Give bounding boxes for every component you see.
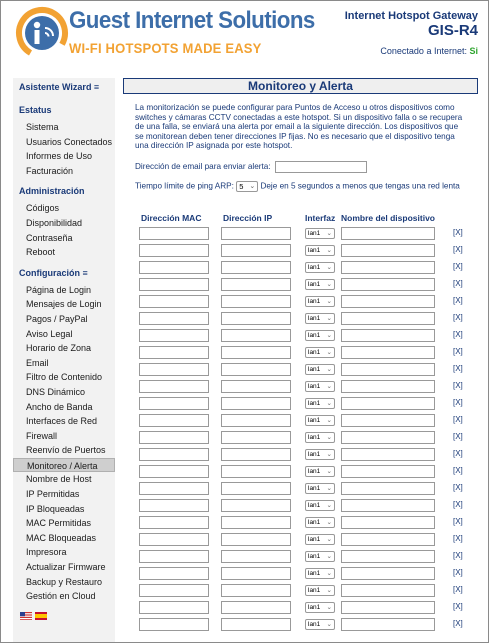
- sidebar-item[interactable]: Usuarios Conectados: [26, 136, 113, 147]
- interface-select[interactable]: [305, 568, 335, 579]
- delete-row-button[interactable]: [X]: [453, 551, 463, 560]
- device-name-input[interactable]: [341, 533, 435, 546]
- mac-address-input[interactable]: [139, 261, 209, 274]
- table-row: [139, 618, 475, 631]
- mac-address-input[interactable]: [139, 414, 209, 427]
- interface-value: lan1: [308, 451, 321, 458]
- table-row: [139, 414, 475, 427]
- main-content: [123, 78, 478, 192]
- table-row: [139, 465, 475, 478]
- chevron-down-icon: ⌄: [326, 451, 332, 458]
- table-row: [139, 567, 475, 580]
- chevron-down-icon: ⌄: [326, 553, 332, 560]
- delete-row-button[interactable]: [X]: [453, 483, 463, 492]
- chevron-down-icon: ⌄: [326, 400, 332, 407]
- device-name-input[interactable]: [341, 346, 435, 359]
- chevron-down-icon: ⌄: [326, 485, 332, 492]
- interface-select[interactable]: [305, 330, 335, 341]
- interface-select[interactable]: [305, 585, 335, 596]
- delete-row-button[interactable]: [X]: [453, 279, 463, 288]
- ping-timeout-select[interactable]: [236, 181, 258, 192]
- sidebar-heading[interactable]: Configuración ≡: [13, 264, 115, 283]
- ping-note: Deje en 5 segundos a menos que tengas una red lenta: [260, 181, 460, 191]
- mac-address-input[interactable]: [139, 499, 209, 512]
- interface-value: lan1: [308, 383, 321, 390]
- ping-label: Tiempo límite de ping ARP:: [135, 181, 234, 191]
- device-name-input[interactable]: [341, 601, 435, 614]
- intro-text: La monitorización se puede configurar para Puntos de Acceso u otros dispositivos como switches y cámaras CCTV conectadas a este hotspot. Si un dispositivo falla o se recupera de una falla, se enviará una alerta por email a la siguiente dirección. Los dispositivos que se monitorean deben tener direcciones IP fijas. No es necesario que el dispositivo tenga una dirección IP asignada por este hotspot.: [135, 103, 463, 151]
- delete-row-button[interactable]: [X]: [453, 262, 463, 271]
- interface-value: lan1: [308, 468, 321, 475]
- table-row: [139, 295, 475, 308]
- device-name-input[interactable]: [341, 380, 435, 393]
- interface-value: lan1: [308, 315, 321, 322]
- device-name-input[interactable]: [341, 465, 435, 478]
- interface-select[interactable]: [305, 517, 335, 528]
- device-name-input[interactable]: [341, 244, 435, 257]
- sidebar-item[interactable]: Informes de Uso: [26, 151, 93, 162]
- delete-row-button[interactable]: [X]: [453, 619, 463, 628]
- chevron-down-icon: ⌄: [326, 349, 332, 356]
- table-row: [139, 380, 475, 393]
- mac-address-input[interactable]: [139, 584, 209, 597]
- ping-timeout-value: 5: [239, 181, 244, 191]
- table-row: [139, 278, 475, 291]
- mac-address-input[interactable]: [139, 295, 209, 308]
- device-name-input[interactable]: [341, 414, 435, 427]
- interface-value: lan1: [308, 536, 321, 543]
- interface-value: lan1: [308, 247, 321, 254]
- language-flags: [13, 608, 115, 620]
- ip-address-input[interactable]: [221, 397, 291, 410]
- interface-value: lan1: [308, 298, 321, 305]
- interface-select[interactable]: [305, 381, 335, 392]
- table-row: [139, 584, 475, 597]
- device-name-input[interactable]: [341, 227, 435, 240]
- sidebar-heading: Estatus: [13, 101, 115, 120]
- interface-select[interactable]: [305, 347, 335, 358]
- ip-address-input[interactable]: [221, 533, 291, 546]
- column-header-ip: Dirección IP: [223, 213, 273, 223]
- interface-value: lan1: [308, 553, 321, 560]
- ip-address-input[interactable]: [221, 618, 291, 631]
- ip-address-input[interactable]: [221, 431, 291, 444]
- chevron-down-icon: ⌄: [326, 519, 332, 526]
- interface-value: lan1: [308, 417, 321, 424]
- table-row: [139, 516, 475, 529]
- delete-row-button[interactable]: [X]: [453, 296, 463, 305]
- table-row: [139, 346, 475, 359]
- email-input[interactable]: [275, 161, 367, 173]
- delete-row-button[interactable]: [X]: [453, 432, 463, 441]
- delete-row-button[interactable]: [X]: [453, 466, 463, 475]
- interface-select[interactable]: [305, 296, 335, 307]
- delete-row-button[interactable]: [X]: [453, 228, 463, 237]
- ip-address-input[interactable]: [221, 516, 291, 529]
- device-name-input[interactable]: [341, 618, 435, 631]
- device-name-input[interactable]: [341, 295, 435, 308]
- interface-select[interactable]: [305, 619, 335, 630]
- sidebar-item[interactable]: Facturación: [26, 165, 74, 176]
- ip-address-input[interactable]: [221, 601, 291, 614]
- delete-row-button[interactable]: [X]: [453, 347, 463, 356]
- delete-row-button[interactable]: [X]: [453, 500, 463, 509]
- table-row: [139, 533, 475, 546]
- mac-address-input[interactable]: [139, 516, 209, 529]
- sidebar-item[interactable]: MAC Permitidas: [26, 518, 92, 529]
- ip-address-input[interactable]: [221, 227, 291, 240]
- chevron-down-icon: ⌄: [326, 298, 332, 305]
- chevron-down-icon: ⌄: [326, 281, 332, 288]
- mac-address-input[interactable]: [139, 618, 209, 631]
- table-row: [139, 261, 475, 274]
- interface-value: lan1: [308, 366, 321, 373]
- chevron-down-icon: ⌄: [326, 468, 332, 475]
- delete-row-button[interactable]: [X]: [453, 398, 463, 407]
- chevron-down-icon: ⌄: [326, 604, 332, 611]
- ip-address-input[interactable]: [221, 499, 291, 512]
- sidebar-heading[interactable]: Asistente Wizard ≡: [13, 78, 115, 97]
- sidebar-item[interactable]: Impresora: [26, 547, 67, 558]
- column-header-device-name: Nombre del dispositivo: [341, 213, 435, 223]
- column-header-interface: Interfaz: [305, 213, 336, 223]
- interface-value: lan1: [308, 332, 321, 339]
- mac-address-input[interactable]: [139, 227, 209, 240]
- device-name-input[interactable]: [341, 329, 435, 342]
- interface-value: lan1: [308, 434, 321, 441]
- device-name-input[interactable]: [341, 278, 435, 291]
- email-label: Dirección de email para enviar alerta:: [135, 162, 271, 172]
- table-row: [139, 363, 475, 376]
- mac-address-input[interactable]: [139, 550, 209, 563]
- device-name-input[interactable]: [341, 482, 435, 495]
- delete-row-button[interactable]: [X]: [453, 330, 463, 339]
- interface-value: lan1: [308, 570, 321, 577]
- sidebar: [13, 78, 115, 643]
- mac-address-input[interactable]: [139, 380, 209, 393]
- sidebar-item[interactable]: DNS Dinámico: [26, 386, 86, 397]
- mac-address-input[interactable]: [139, 601, 209, 614]
- interface-value: lan1: [308, 587, 321, 594]
- sidebar-item[interactable]: Reboot: [26, 247, 56, 258]
- delete-row-button[interactable]: [X]: [453, 585, 463, 594]
- interface-value: lan1: [308, 264, 321, 271]
- sidebar-item[interactable]: Firewall: [26, 430, 58, 441]
- sidebar-item[interactable]: Actualizar Firmware: [26, 562, 106, 573]
- interface-select[interactable]: [305, 466, 335, 477]
- chevron-down-icon: ⌄: [326, 434, 332, 441]
- mac-address-input[interactable]: [139, 431, 209, 444]
- interface-value: lan1: [308, 502, 321, 509]
- sidebar-item[interactable]: MAC Bloqueadas: [26, 532, 97, 543]
- chevron-down-icon: ⌄: [326, 264, 332, 271]
- sidebar-item[interactable]: Backup y Restauro: [26, 576, 103, 587]
- ip-address-input[interactable]: [221, 329, 291, 342]
- brand-name: Guest Internet Solutions: [69, 7, 315, 34]
- device-name-input[interactable]: [341, 516, 435, 529]
- table-row: [139, 312, 475, 325]
- chevron-down-icon: ⌄: [326, 502, 332, 509]
- chevron-down-icon: ⌄: [326, 247, 332, 254]
- sidebar-item[interactable]: Sistema: [26, 122, 59, 132]
- mac-address-input[interactable]: [139, 465, 209, 478]
- sidebar-item[interactable]: Códigos: [26, 203, 60, 214]
- ip-address-input[interactable]: [221, 414, 291, 427]
- mac-address-input[interactable]: [139, 278, 209, 291]
- device-name-input[interactable]: [341, 431, 435, 444]
- table-row: [139, 244, 475, 257]
- ping-row: [135, 181, 466, 192]
- delete-row-button[interactable]: [X]: [453, 568, 463, 577]
- device-name-input[interactable]: [341, 567, 435, 580]
- ip-address-input[interactable]: [221, 567, 291, 580]
- chevron-down-icon: ⌄: [326, 570, 332, 577]
- interface-value: lan1: [308, 519, 321, 526]
- chevron-down-icon: ⌄: [326, 621, 332, 628]
- chevron-down-icon: ⌄: [326, 417, 332, 424]
- interface-value: lan1: [308, 485, 321, 492]
- interface-select[interactable]: [305, 551, 335, 562]
- internet-status-label: Conectado a Internet:: [380, 46, 467, 56]
- ip-address-input[interactable]: [221, 244, 291, 257]
- sidebar-item[interactable]: Email: [26, 357, 49, 368]
- table-row: [139, 329, 475, 342]
- mac-address-input[interactable]: [139, 363, 209, 376]
- ip-address-input[interactable]: [221, 363, 291, 376]
- table-row: [139, 448, 475, 461]
- chevron-down-icon: ⌄: [326, 366, 332, 373]
- chevron-down-icon: ⌄: [326, 383, 332, 390]
- ip-address-input[interactable]: [221, 482, 291, 495]
- delete-row-button[interactable]: [X]: [453, 449, 463, 458]
- interface-value: lan1: [308, 349, 321, 356]
- interface-select[interactable]: [305, 500, 335, 511]
- table-row: [139, 397, 475, 410]
- page-title: Monitoreo y Alerta: [123, 78, 478, 94]
- delete-row-button[interactable]: [X]: [453, 245, 463, 254]
- interface-value: lan1: [308, 230, 321, 237]
- chevron-down-icon: ⌄: [326, 332, 332, 339]
- mac-address-input[interactable]: [139, 312, 209, 325]
- interface-select[interactable]: [305, 534, 335, 545]
- sidebar-item[interactable]: Contraseña: [26, 232, 73, 243]
- device-name-input[interactable]: [341, 448, 435, 461]
- interface-value: lan1: [308, 400, 321, 407]
- device-name-input[interactable]: [341, 499, 435, 512]
- interface-value: lan1: [308, 604, 321, 611]
- brand-tagline: WI-FI HOTSPOTS MADE EASY: [69, 40, 262, 56]
- mac-address-input[interactable]: [139, 567, 209, 580]
- device-name-input[interactable]: [341, 550, 435, 563]
- delete-row-button[interactable]: [X]: [453, 381, 463, 390]
- email-row: [135, 161, 466, 173]
- chevron-down-icon: ⌄: [326, 587, 332, 594]
- ip-address-input[interactable]: [221, 312, 291, 325]
- device-name-input[interactable]: [341, 261, 435, 274]
- interface-value: lan1: [308, 281, 321, 288]
- header: [1, 1, 488, 69]
- table-row: [139, 499, 475, 512]
- mac-address-input[interactable]: [139, 448, 209, 461]
- interface-select[interactable]: [305, 432, 335, 443]
- interface-select[interactable]: [305, 262, 335, 273]
- interface-select[interactable]: [305, 602, 335, 613]
- sidebar-item[interactable]: Horario de Zona: [26, 343, 92, 354]
- delete-row-button[interactable]: [X]: [453, 415, 463, 424]
- ip-address-input[interactable]: [221, 346, 291, 359]
- ip-address-input[interactable]: [221, 278, 291, 291]
- ip-address-input[interactable]: [221, 380, 291, 393]
- table-row: [139, 550, 475, 563]
- table-row: [139, 431, 475, 444]
- ip-address-input[interactable]: [221, 465, 291, 478]
- table-row: [139, 601, 475, 614]
- interface-select[interactable]: [305, 483, 335, 494]
- mac-address-input[interactable]: [139, 533, 209, 546]
- interface-select[interactable]: [305, 228, 335, 239]
- sidebar-item[interactable]: Monitoreo / Alerta: [13, 458, 115, 473]
- ip-address-input[interactable]: [221, 584, 291, 597]
- interface-select[interactable]: [305, 398, 335, 409]
- sidebar-item[interactable]: Página de Login: [26, 284, 92, 295]
- delete-row-button[interactable]: [X]: [453, 364, 463, 373]
- delete-row-button[interactable]: [X]: [453, 602, 463, 611]
- interface-select[interactable]: [305, 415, 335, 426]
- interface-select[interactable]: [305, 449, 335, 460]
- product-model: GIS-R4: [427, 22, 478, 39]
- sidebar-item[interactable]: Nombre de Host: [26, 474, 92, 485]
- table-row: [139, 227, 475, 240]
- sidebar-heading: Administración: [13, 182, 115, 201]
- spain-flag-icon[interactable]: [35, 612, 47, 620]
- interface-select[interactable]: [305, 279, 335, 290]
- interface-select[interactable]: [305, 245, 335, 256]
- sidebar-item[interactable]: Disponibilidad: [26, 217, 83, 228]
- interface-value: lan1: [308, 621, 321, 628]
- sidebar-item[interactable]: Reenvío de Puertos: [26, 445, 106, 456]
- chevron-down-icon: ⌄: [249, 182, 256, 190]
- mac-address-input[interactable]: [139, 482, 209, 495]
- device-name-input[interactable]: [341, 584, 435, 597]
- device-name-input[interactable]: [341, 312, 435, 325]
- sidebar-item[interactable]: Aviso Legal: [26, 328, 73, 339]
- delete-row-button[interactable]: [X]: [453, 534, 463, 543]
- ip-address-input[interactable]: [221, 448, 291, 461]
- us-flag-icon[interactable]: [20, 612, 32, 620]
- brand-logo-icon: [15, 6, 69, 60]
- delete-row-button[interactable]: [X]: [453, 517, 463, 526]
- delete-row-button[interactable]: [X]: [453, 313, 463, 322]
- column-header-mac: Dirección MAC: [141, 213, 202, 223]
- sidebar-item[interactable]: Filtro de Contenido: [26, 372, 103, 383]
- chevron-down-icon: ⌄: [326, 230, 332, 237]
- table-row: [139, 482, 475, 495]
- product-title: Internet Hotspot Gateway: [344, 10, 478, 22]
- device-name-input[interactable]: [341, 397, 435, 410]
- chevron-down-icon: ⌄: [326, 536, 332, 543]
- interface-select[interactable]: [305, 313, 335, 324]
- ip-address-input[interactable]: [221, 295, 291, 308]
- sidebar-item[interactable]: Mensajes de Login: [26, 299, 102, 310]
- sidebar-item[interactable]: Gestión en Cloud: [26, 591, 96, 602]
- sidebar-item[interactable]: IP Bloqueadas: [26, 503, 85, 514]
- sidebar-item[interactable]: Pagos / PayPal: [26, 313, 88, 324]
- ip-address-input[interactable]: [221, 261, 291, 274]
- interface-select[interactable]: [305, 364, 335, 375]
- mac-address-input[interactable]: [139, 329, 209, 342]
- sidebar-item[interactable]: Ancho de Banda: [26, 401, 93, 412]
- sidebar-item[interactable]: Interfaces de Red: [26, 416, 98, 427]
- mac-address-input[interactable]: [139, 244, 209, 257]
- mac-address-input[interactable]: [139, 346, 209, 359]
- chevron-down-icon: ⌄: [326, 315, 332, 322]
- internet-status-value: Si: [469, 46, 478, 56]
- sidebar-item[interactable]: IP Permitidas: [26, 489, 80, 500]
- internet-status: [380, 46, 478, 56]
- ip-address-input[interactable]: [221, 550, 291, 563]
- device-name-input[interactable]: [341, 363, 435, 376]
- mac-address-input[interactable]: [139, 397, 209, 410]
